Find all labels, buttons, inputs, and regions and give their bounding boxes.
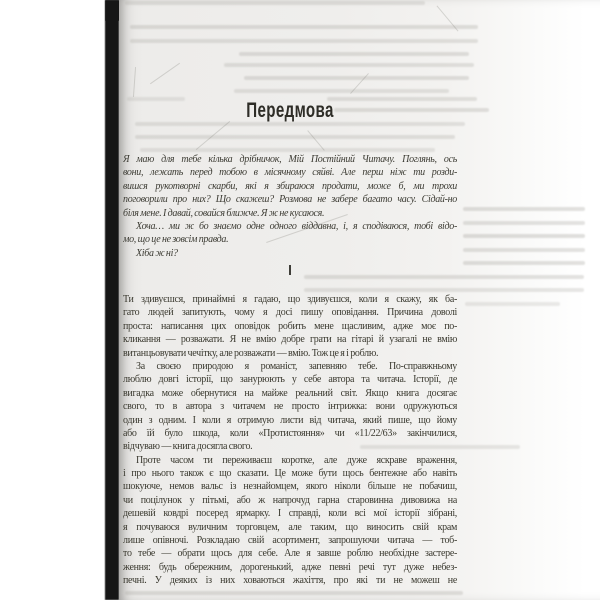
text-line: витанцьовувати чечітку, але розважати — вмію. Тож це я і роблю. <box>123 347 379 359</box>
text-line: Ти здивуєшся, принаймні я гадаю, що здивуєшся, коли я скажу, як ба- <box>123 294 457 305</box>
text-line: біля мене. І давай, совайся ближче. Я ж не кусаюся. <box>123 207 325 219</box>
page-gutter-shadow <box>105 0 119 600</box>
text-line: Я маю для тебе кілька дрібничок, Мій Постійний Читачу. Поглянь, ось <box>123 154 457 165</box>
text-line: гато людей запитують, чому я досі пишу оповідання. Причина доволі <box>123 307 457 319</box>
text-line: або їй було шкода, коли «Протистояння» чи «11/22/63» закінчилися, <box>123 427 457 439</box>
text-line: свого, то в автора з читачем не просто інтрижка: вони одружуються <box>123 401 457 413</box>
ghost-text-line <box>463 234 585 238</box>
preface-body <box>123 293 457 588</box>
section-marker: І <box>288 262 292 279</box>
ghost-text-line <box>465 302 560 306</box>
preface-intro-italic <box>123 153 457 260</box>
book-page <box>119 0 600 600</box>
text-line: кликання — розважати. Я не вмію добре грати на гітарі й узагалі не вмію <box>123 334 457 346</box>
text-line: вишся рукотворні скарби, які я збираюся продати, може б, ми трохи <box>123 180 457 192</box>
page-title: Передмова <box>246 99 334 122</box>
text-line: один з одним. І коли я отримую листи від читача, який пише, що йому <box>123 414 457 426</box>
text-line: я почуваюся вуличним торговцем, але таким, що виносить свій крам <box>123 521 457 533</box>
ghost-text-line <box>463 261 585 265</box>
text-line: дешевій ковдрі посеред ярмарку. І справді, коли всі мої історії зібрані, <box>123 508 457 520</box>
text-line: вони, лежать перед тобою в місячному сяйві. Але перш ніж ти розди- <box>123 167 457 179</box>
text-column <box>123 0 457 600</box>
ghost-text-line <box>463 248 585 252</box>
text-line: Хіба ж ні? <box>136 247 178 259</box>
text-line: проста: написання цих оповідок робить мене щасливим, адже моє по- <box>123 320 457 332</box>
text-line: чи поцілунок у пітьмі, або ж напрочуд гарна старовинна дивовижа на <box>123 494 457 506</box>
text-line: і про нього також є що сказати. Це може бути щось бентежне або навіть <box>123 468 457 480</box>
ghost-text-line <box>463 207 585 211</box>
text-line: люблю довгі історії, що занурюють у себе автора та читача. Історії, де <box>123 374 457 386</box>
text-line: поговорили про них? Що скажеш? Розмова не забере багато часу. Сідай-но <box>123 194 457 206</box>
text-line: мо, що це не зовсім правда. <box>123 234 229 246</box>
text-line: За своєю природою я романіст, запевняю тебе. По-справжньому <box>136 360 457 372</box>
text-line: лише опівночі. Розкладаю свій асортимент, запрошуючи читача — тоб- <box>123 535 457 547</box>
text-line: печні. У деяких із них ховаються жахіття, про які ти не можеш не <box>123 575 457 587</box>
text-line: шокуюче, немов вальс із незнайомцем, якого ніколи більше не побачиш, <box>123 481 457 493</box>
text-line: то тебе — обрати щось для себе. Але я завше роблю необхідне застере- <box>123 548 457 560</box>
text-line: ження: будь обережним, дорогенький, адже певні речі тут дуже небез- <box>123 561 457 573</box>
text-line: Проте часом ти переживаєш коротке, але дуже яскраве враження, <box>136 454 457 466</box>
text-line: вигадка може обернутися на майже реальний світ. Якщо книга досягає <box>123 387 457 399</box>
text-line: Хоча… ми ж бо знаємо одне одного віддавна, і, я сподіваюся, тобі відо- <box>136 220 457 232</box>
text-line: відчуваю — книга досягла свого. <box>123 441 253 453</box>
ghost-text-line <box>463 221 585 225</box>
